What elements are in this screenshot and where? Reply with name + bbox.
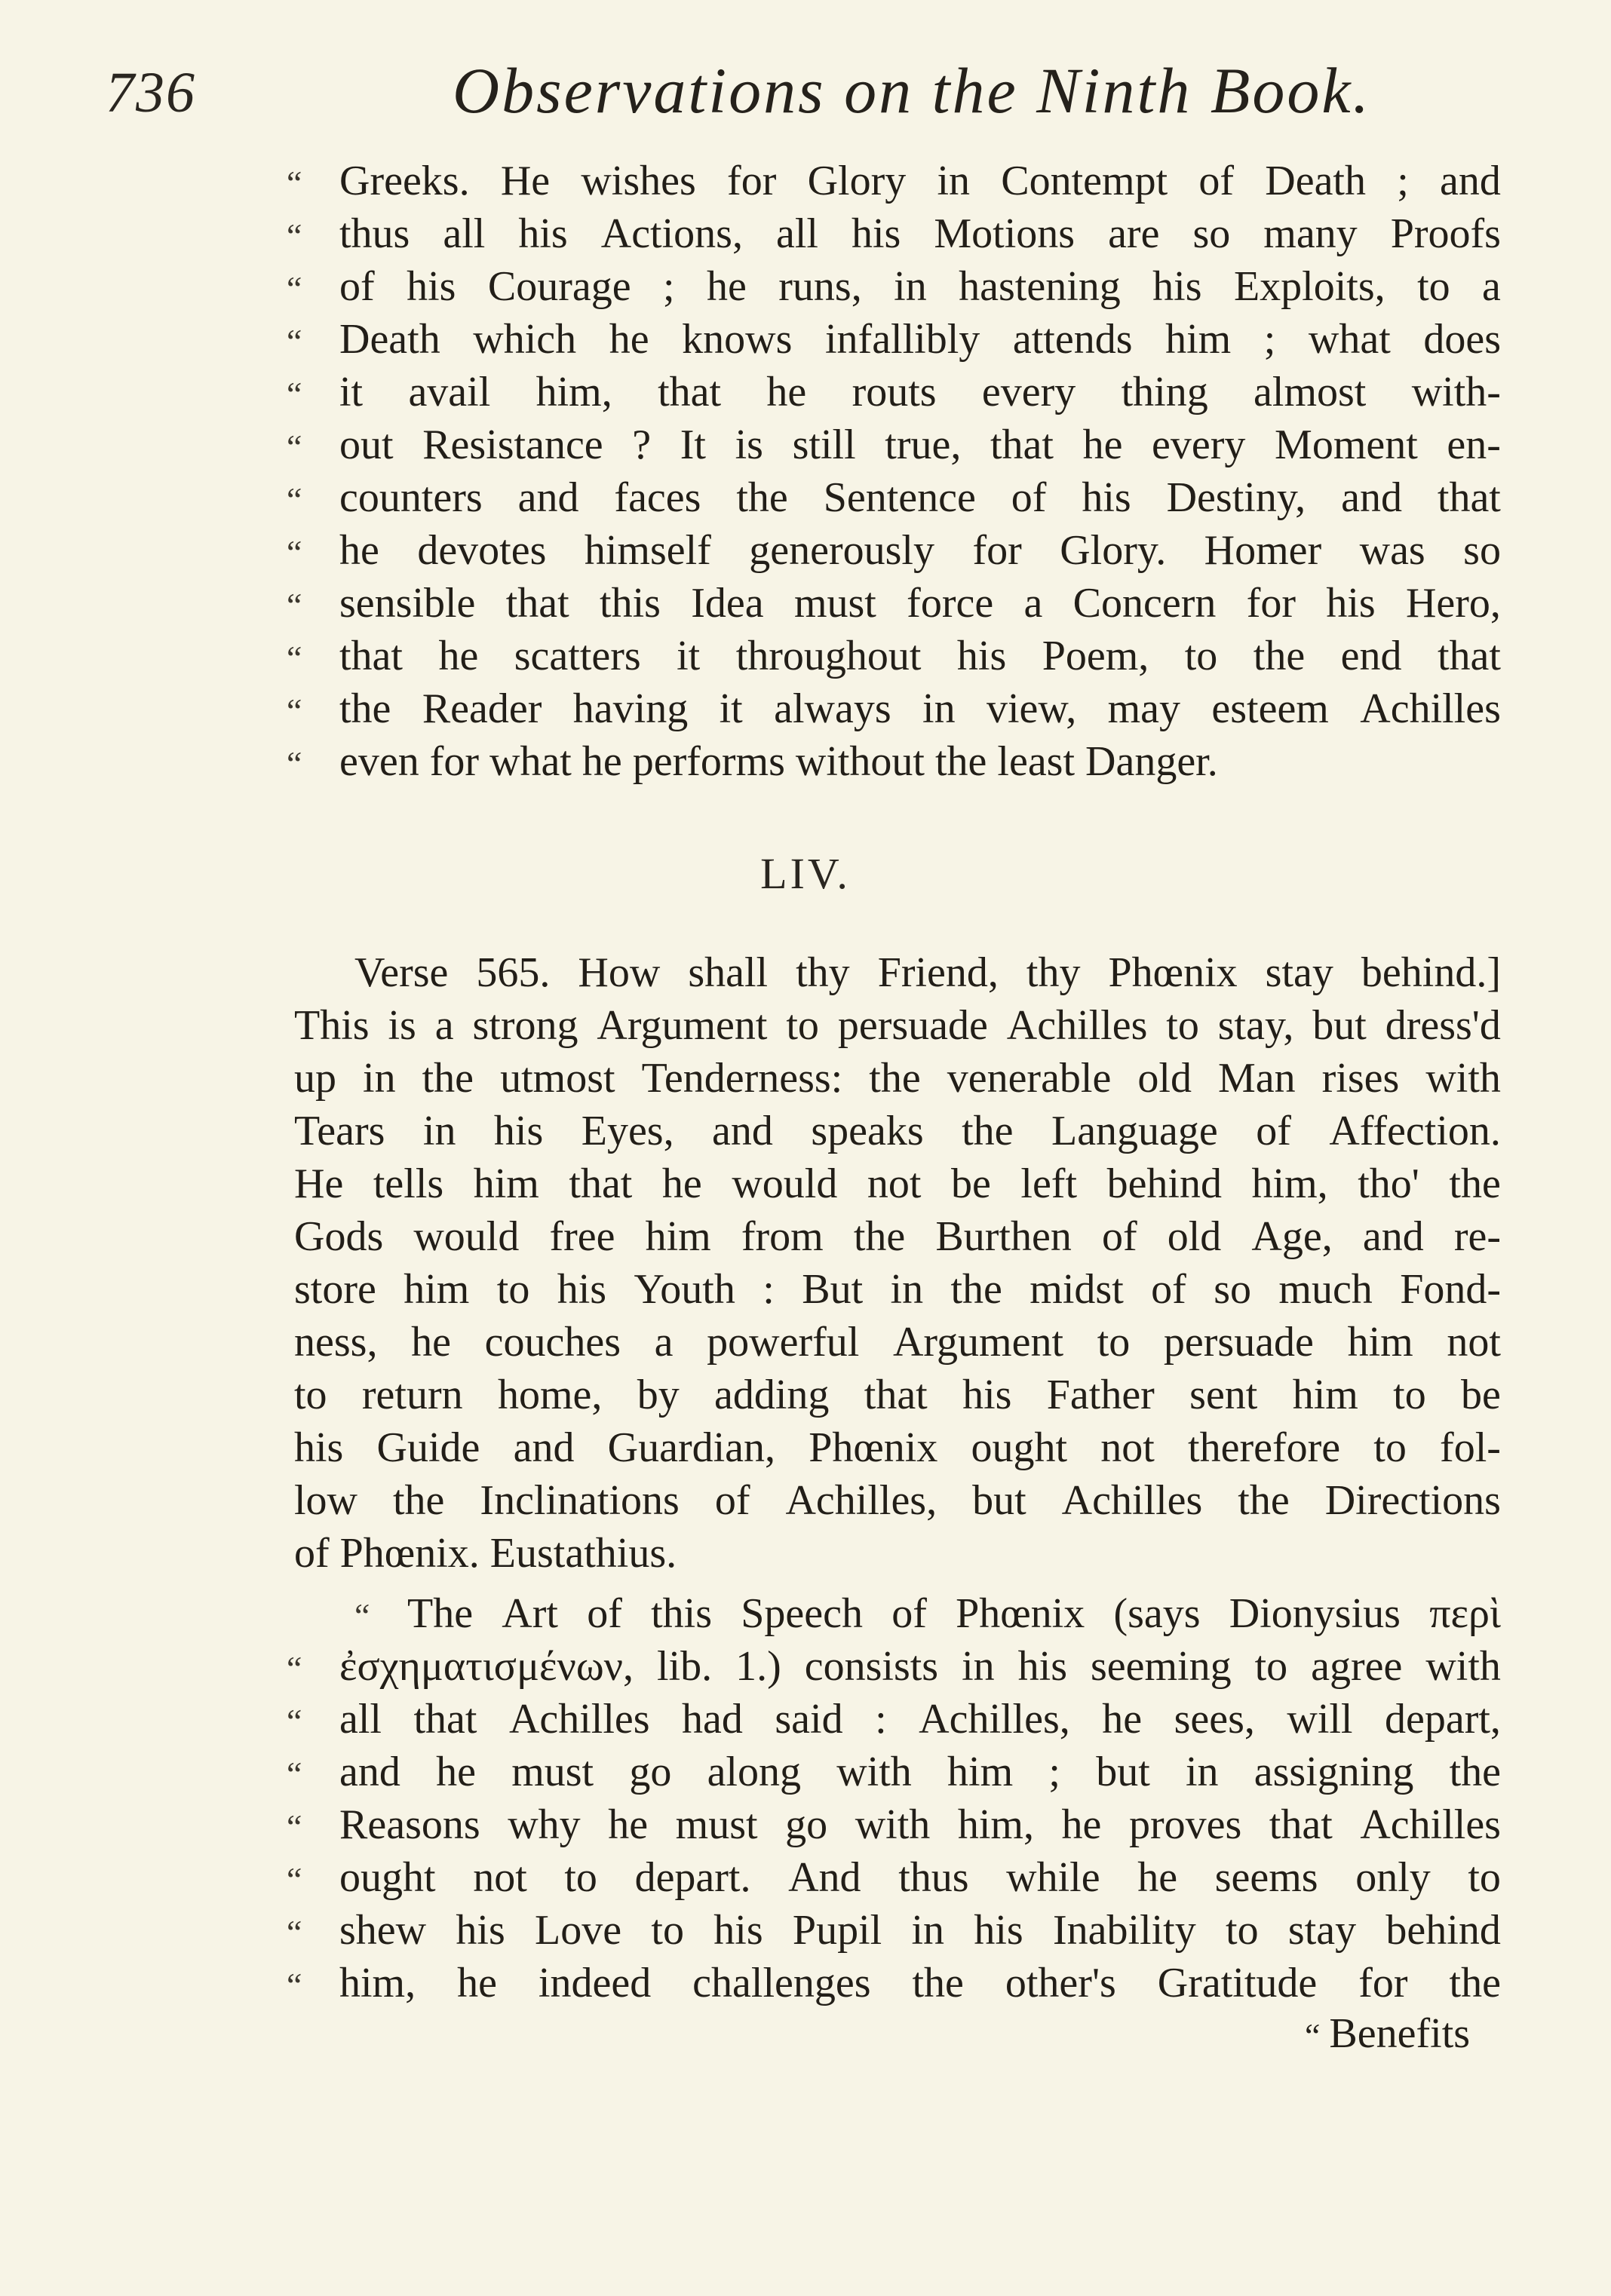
catchword-text: Benefits xyxy=(1329,2010,1471,2057)
quoted-line: “ counters and faces the Sentence of his Destiny, and that xyxy=(287,471,1501,526)
quoted-line: “ all that Achilles had said : Achilles, he sees, will depart, xyxy=(287,1693,1501,1748)
running-title: Observations on the Ninth Book. xyxy=(453,54,1372,127)
quoted-line: “ thus all his Actions, all his Motions are so many Proofs xyxy=(287,207,1501,262)
paragraph-line: ness, he couches a powerful Argument to persuade him not xyxy=(294,1319,1501,1366)
quote-mark: “ xyxy=(287,1807,302,1846)
quote-mark: “ xyxy=(287,480,302,519)
quote-mark: “ xyxy=(287,533,302,572)
quote-mark: “ xyxy=(287,1966,302,2004)
quoted-line: “ Greeks. He wishes for Glory in Contempt of Death ; and xyxy=(287,155,1501,210)
running-head xyxy=(0,53,1611,136)
quoted-line: “ shew his Love to his Pupil in his Inability to stay behind xyxy=(287,1904,1501,1959)
quoted-line: “ Death which he knows infallibly attends him ; what does xyxy=(287,313,1501,368)
quoted-line: “ sensible that this Idea must force a Concern for his Hero, xyxy=(287,577,1501,632)
paragraph-line: of Phœnix. Eustathius. xyxy=(294,1530,677,1577)
quote-mark: “ xyxy=(287,269,302,308)
quoted-line: “ out Resistance ? It is still true, that he every Moment en- xyxy=(287,418,1501,474)
paragraph-line: Verse 565. How shall thy Friend, thy Phœnix stay behind.] xyxy=(354,949,1501,996)
quote-mark: “ xyxy=(287,639,302,677)
quote-mark: “ xyxy=(287,1755,302,1793)
catchword xyxy=(1305,2009,1470,2058)
page-number: 736 xyxy=(106,61,196,124)
quote-mark: “ xyxy=(1305,2016,1321,2055)
quote-mark: “ xyxy=(287,1860,302,1899)
paragraph-line: store him to his Youth : But in the midst of so much Fond- xyxy=(294,1266,1501,1313)
quoted-line: “ the Reader having it always in view, may esteem Achilles xyxy=(287,682,1501,737)
quoted-line: “ it avail him, that he routs every thing almost with- xyxy=(287,366,1501,421)
paragraph-line: up in the utmost Tenderness: the venerable old Man rises with xyxy=(294,1055,1501,1102)
quoted-line: “ Reasons why he must go with him, he proves that Achilles xyxy=(287,1798,1501,1853)
paragraph-line: low the Inclinations of Achilles, but Achilles the Directions xyxy=(294,1477,1501,1524)
quote-mark: “ xyxy=(287,1702,302,1740)
quoted-line: “ ἐσχηματισμένων, lib. 1.) consists in his seeming to agree with xyxy=(287,1640,1501,1695)
quote-mark: “ xyxy=(287,164,302,202)
quoted-line: “ him, he indeed challenges the other's Gratitude for the xyxy=(287,1957,1501,2012)
quoted-line: “ and he must go along with him ; but in assigning the xyxy=(287,1746,1501,1801)
quoted-line: “ ought not to depart. And thus while he seems only to xyxy=(287,1851,1501,1906)
paragraph-line: This is a strong Argument to persuade Achilles to stay, but dress'd xyxy=(294,1002,1501,1049)
paragraph-line: to return home, by adding that his Father sent him to be xyxy=(294,1372,1501,1418)
quote-mark: “ xyxy=(287,216,302,255)
quote-mark: “ xyxy=(354,1596,370,1635)
quote-mark: “ xyxy=(287,1649,302,1688)
quote-mark: “ xyxy=(287,691,302,730)
quoted-line: “ that he scatters it throughout his Poem, to the end that xyxy=(287,630,1501,685)
paragraph-line: He tells him that he would not be left behind him, tho' the xyxy=(294,1160,1501,1207)
quote-mark: “ xyxy=(287,428,302,466)
quoted-line: “ of his Courage ; he runs, in hastening his Exploits, to a xyxy=(287,260,1501,315)
quoted-line: “ even for what he performs without the least Danger. xyxy=(287,735,1501,790)
quoted-line: “ The Art of this Speech of Phœnix (says Dionysius περὶ xyxy=(354,1587,1501,1642)
paragraph-line: Gods would free him from the Burthen of old Age, and re- xyxy=(294,1213,1501,1260)
section-heading: LIV. xyxy=(760,849,851,898)
quote-mark: “ xyxy=(287,586,302,624)
quote-mark: “ xyxy=(287,375,302,413)
quote-mark: “ xyxy=(287,1913,302,1951)
quote-mark: “ xyxy=(287,322,302,360)
quoted-line: “ he devotes himself generously for Glory. Homer was so xyxy=(287,524,1501,579)
paragraph-line: his Guide and Guardian, Phœnix ought not therefore to fol- xyxy=(294,1424,1501,1471)
quote-mark: “ xyxy=(287,744,302,783)
paragraph-line: Tears in his Eyes, and speaks the Language of Affection. xyxy=(294,1108,1501,1154)
